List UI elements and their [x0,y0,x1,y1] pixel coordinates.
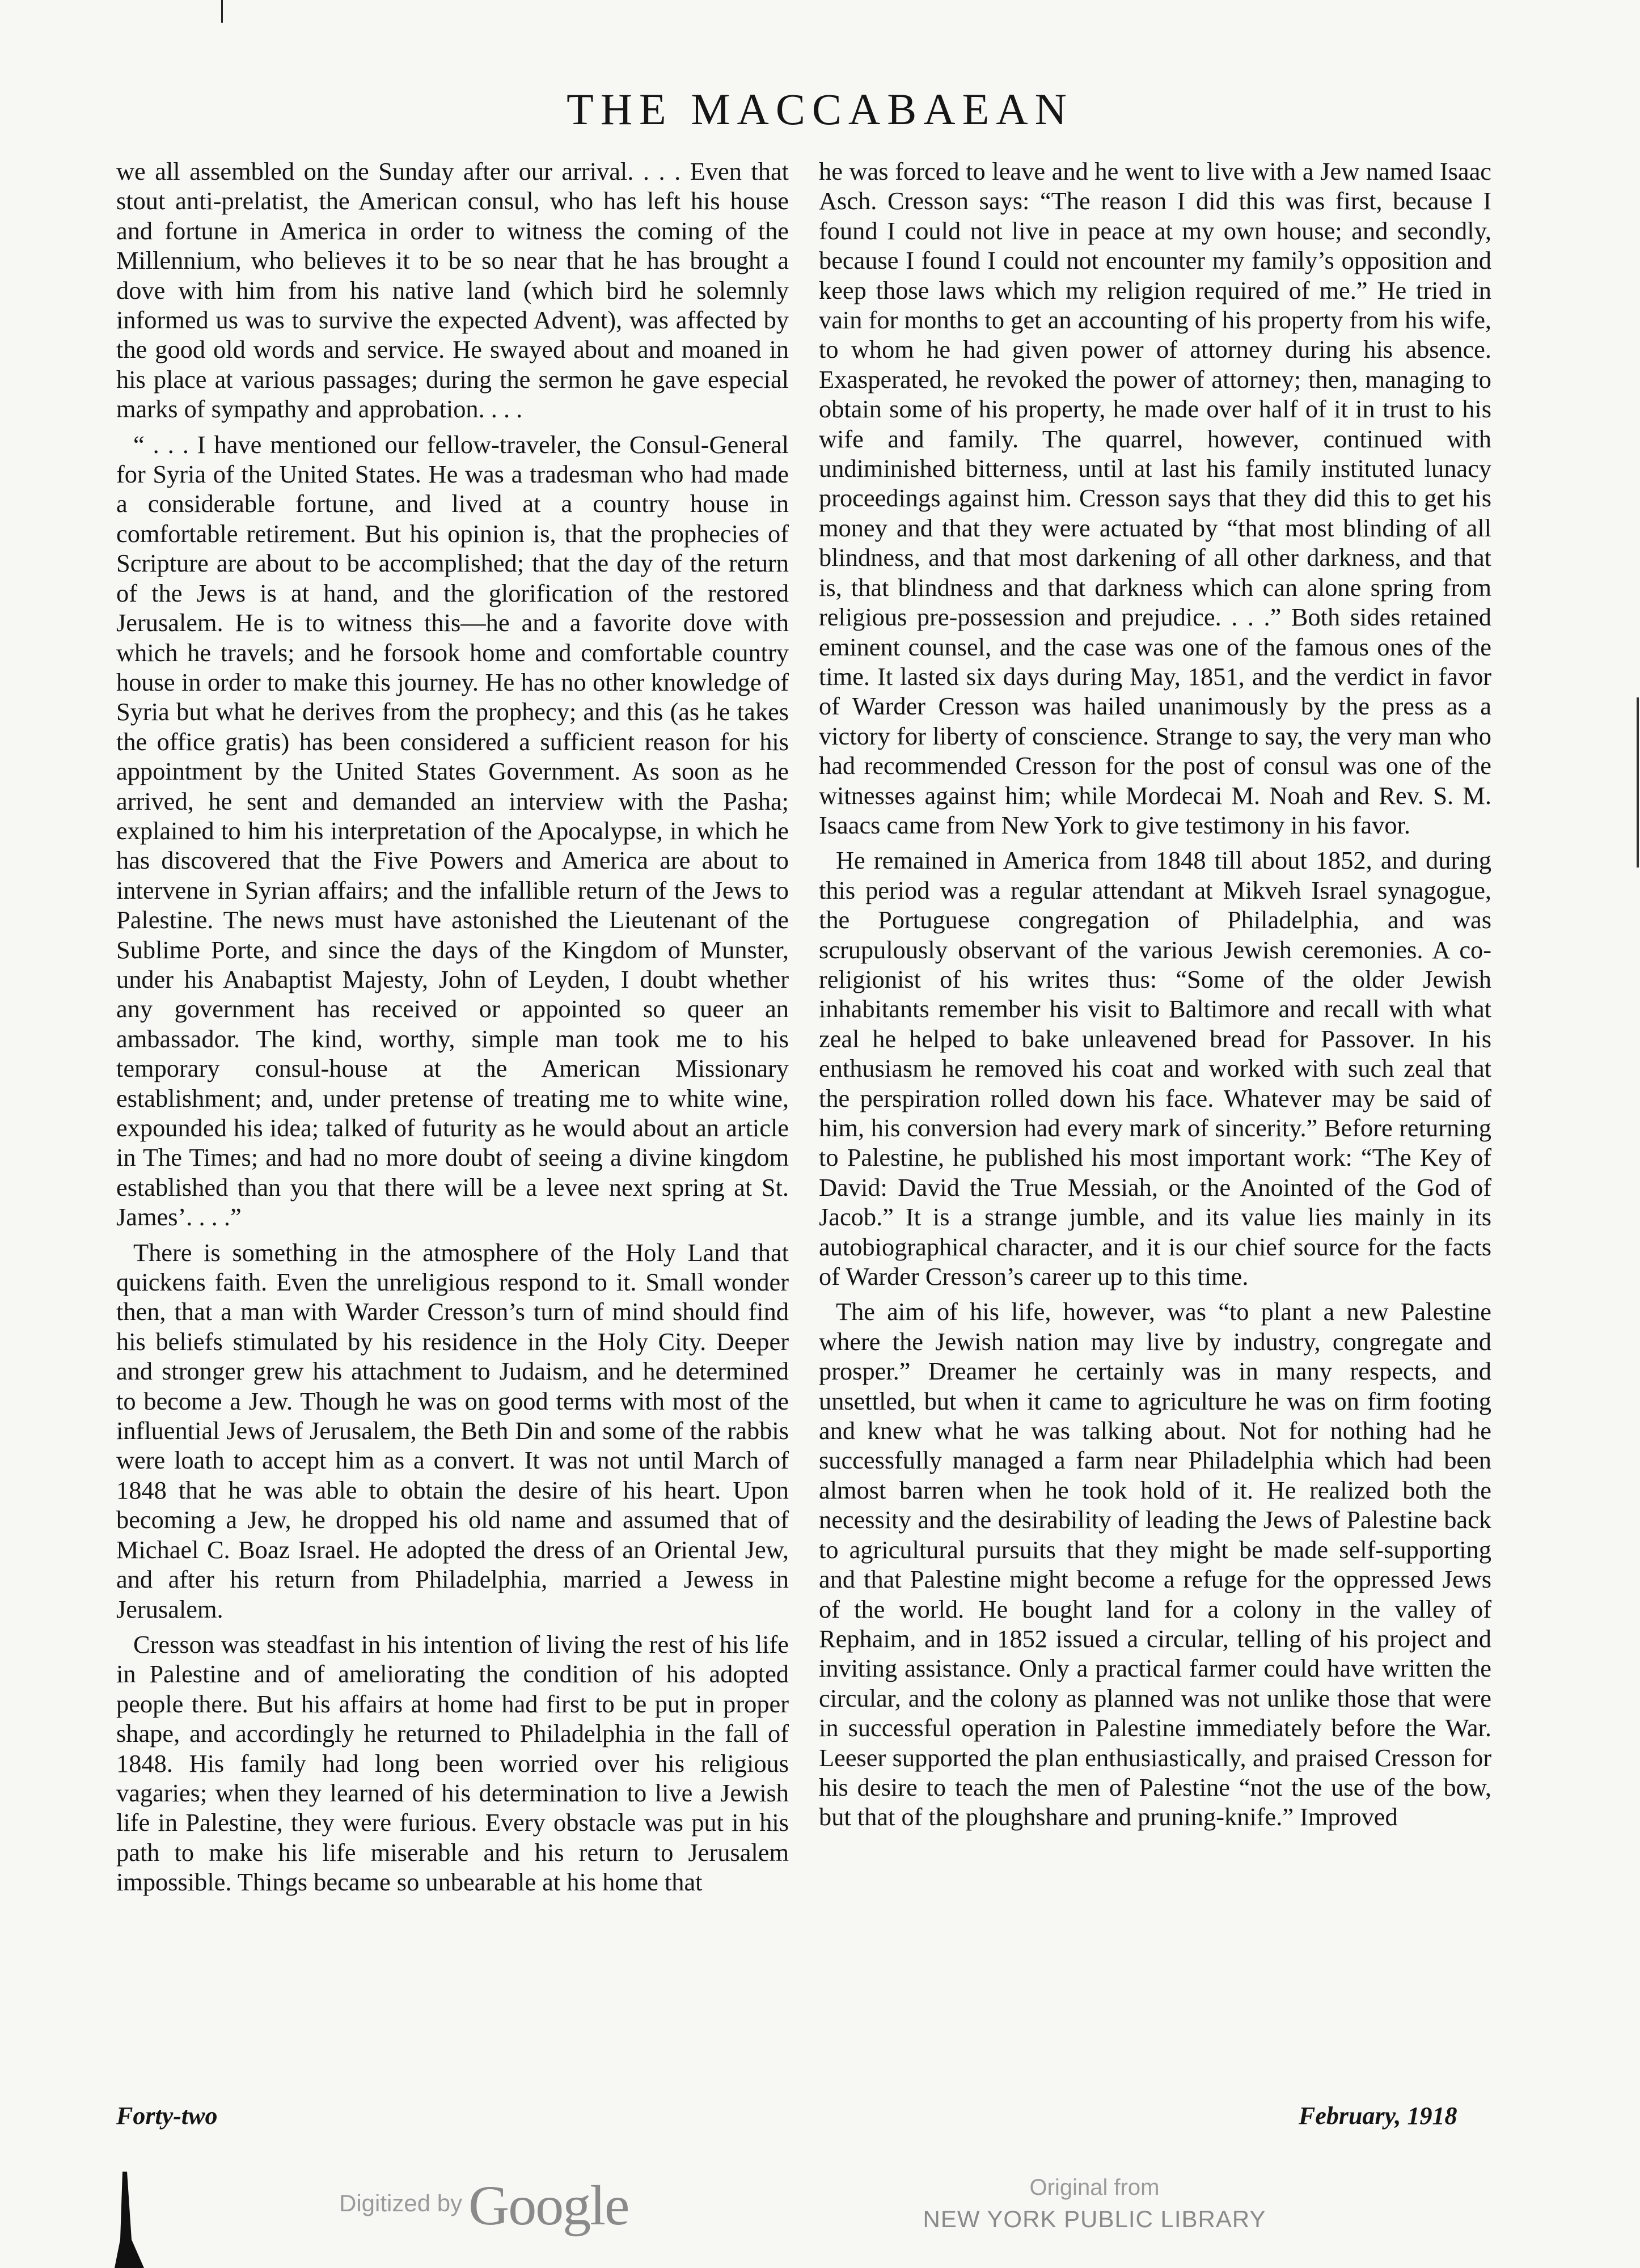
issue-date: February, 1918 [1299,2102,1457,2130]
scan-mark [221,0,223,23]
paragraph: Cresson was steadfast in his intention of living the rest of his life in Palestine and of ameliorating the condition of his adopted people there. But his affairs at home had first to be put in proper shape, and accordingly he returned to Philadelphia in the fall of 1848. His family had long been worried over his religious vagaries; when they learned of his determination to live a Jewish life in Palestine, they were furious. Every obstacle was put in his path to make his life miserable and his return to Jerusalem impossible. Things became so unbearable at his home that [116,1630,789,1897]
paragraph: “ . . . I have mentioned our fellow-traveler, the Consul-General for Syria of the United States. He was a tradesman who had made a considerable fortune, and lived at a country house in comfortable retirement. But his opinion is, that the prophecies of Scripture are about to be accomplished; that the day of the return of the Jews is at hand, and the glorification of the restored Jerusalem. He is to witness this—he and a favorite dove with which he travels; and he forsook home and comfortable country house in order to make this journey. He has no other knowledge of Syria but what he derives from the prophecy; and this (as he takes the office gratis) has been considered a sufficient reason for his appointment by the United States Government. As soon as he arrived, he sent and demanded an interview with the Pasha; explained to him his interpretation of the Apocalypse, in which he has discovered that the Five Powers and America are about to intervene in Syrian affairs; and the infallible return of the Jews to Palestine. The news must have astonished the Lieutenant of the Sublime Porte, and since the days of the Kingdom of Munster, under his Anabaptist Majesty, John of Leyden, I doubt whether any government has received or appointed so queer an ambassador. The kind, worthy, simple man took me to his temporary consul-house at the American Missionary establishment; and, under pretense of treating me to white wine, expounded his idea; talked of futurity as he would about an article in The Times; and had no more doubt of seeing a divine kingdom established than you that there will be a levee next spring at St. James’. . . .” [116,430,789,1232]
left-column [116,156,789,1897]
paragraph: There is something in the atmosphere of the Holy Land that quickens faith. Even the unreligious respond to it. Small wonder then, that a man with Warder Cresson’s turn of mind should find his beliefs stimulated by his residence in the Holy City. Deeper and stronger grew his attachment to Judaism, and he determined to become a Jew. Though he was on good terms with most of the influential Jews of Jerusalem, the Beth Din and some of the rabbis were loath to accept him as a convert. It was not until March of 1848 that he was able to obtain the desire of his heart. Upon becoming a Jew, he dropped his old name and assumed that of Michael C. Boaz Israel. He adopted the dress of an Oriental Jew, and after his return from Philadelphia, married a Jewess in Jerusalem. [116,1238,789,1623]
scan-thumb-mark [112,2172,146,2268]
paragraph: he was forced to leave and he went to live with a Jew named Isaac Asch. Cresson says: “The reason I did this was first, because I found I could not live in peace at my own house; and secondly, because I found I could not encounter my family’s opposition and keep those laws which my religion required of me.” He tried in vain for months to get an accounting of his property from his wife, to whom he had given power of attorney during his absence. Exasperated, he revoked the power of attorney; then, managing to obtain some of his property, he made over half of it in trust to his wife and family. The quarrel, however, continued with undiminished bitterness, until at last his family instituted lunacy proceedings against him. Cresson says that they did this to get his money and that they were actuated by “that most blinding of all blindness, and that most darkening of all other darkness, and that is, that blindness and that darkness which can alone spring from religious pre-possession and prejudice. . . .” Both sides retained eminent counsel, and the case was one of the famous ones of the time. It lasted six days during May, 1851, and the verdict in favor of Warder Cresson was hailed unanimously by the press as a victory for liberty of conscience. Strange to say, the very man who had recommended Cresson for the post of consul was one of the witnesses against him; while Mordecai M. Noah and Rev. S. M. Isaacs came from New York to give testimony in his favor. [819,157,1491,839]
right-column [819,156,1491,1832]
google-logo: Google [468,2174,629,2237]
page-title: THE MACCABAEAN [567,84,1073,134]
paragraph: He remained in America from 1848 till about 1852, and during this period was a regular attendant at Mikveh Israel synagogue, the Portuguese congregation of Philadelphia, and was scrupulously observant of the various Jewish ceremonies. A co-religionist of his writes thus: “Some of the older Jewish inhabitants remember his visit to Baltimore and recall with what zeal he helped to bake unleavened bread for Passover. In his enthusiasm he removed his coat and worked with such zeal that the perspiration rolled down his face. Whatever may be said of him, his conversion had every mark of sincerity.” Before returning to Palestine, he published his most important work: “The Key of David: David the True Messiah, or the Anointed of the God of Jacob.” It is a strange jumble, and its value lies mainly in its autobiographical character, and it is our chief source for the facts of Warder Cresson’s career up to this time. [819,846,1491,1291]
library-name: NEW YORK PUBLIC LIBRARY [923,2206,1266,2232]
page-number: Forty-two [116,2102,218,2130]
original-from-label: Original from [1029,2175,1160,2200]
paragraph: The aim of his life, however, was “to plant a new Palestine where the Jewish nation may live by industry, congregate and prosper.” Dreamer he certainly was in many respects, and unsettled, but when it came to agriculture he was on firm footing and knew what he was talking about. Not for nothing had he successfully managed a farm near Philadelphia which had been almost barren when he took hold of it. He realized both the necessity and the desirability of leading the Jews of Palestine back to agricultural pursuits that they might be made self-supporting and that Palestine might become a refuge for the oppressed Jews of the world. He bought land for a colony in the valley of Rephaim, and in 1852 issued a circular, telling of his project and inviting assistance. Only a practical farmer could have written the circular, and the colony as planned was not unlike those that were in successful operation in Palestine immediately before the War. Leeser supported the plan enthusiastically, and praised Cresson for his desire to teach the men of Palestine “not the use of the bow, but that of the ploughshare and pruning-knife.” Improved [819,1297,1491,1831]
paragraph: we all assembled on the Sunday after our arrival. . . . Even that stout anti-prelatist, the American consul, who has left his house and fortune in America in order to witness the coming of the Millennium, who believes it to be so near that he has brought a dove with him from his native land (which bird he solemnly informed us was to survive the expected Advent), was affected by the good old words and service. He swayed about and moaned in his place at various passages; during the sermon he gave especial marks of sympathy and approbation. . . . [116,157,789,424]
scan-edge-mark [1637,697,1639,868]
digitized-by-label: Digitized by [339,2190,463,2216]
